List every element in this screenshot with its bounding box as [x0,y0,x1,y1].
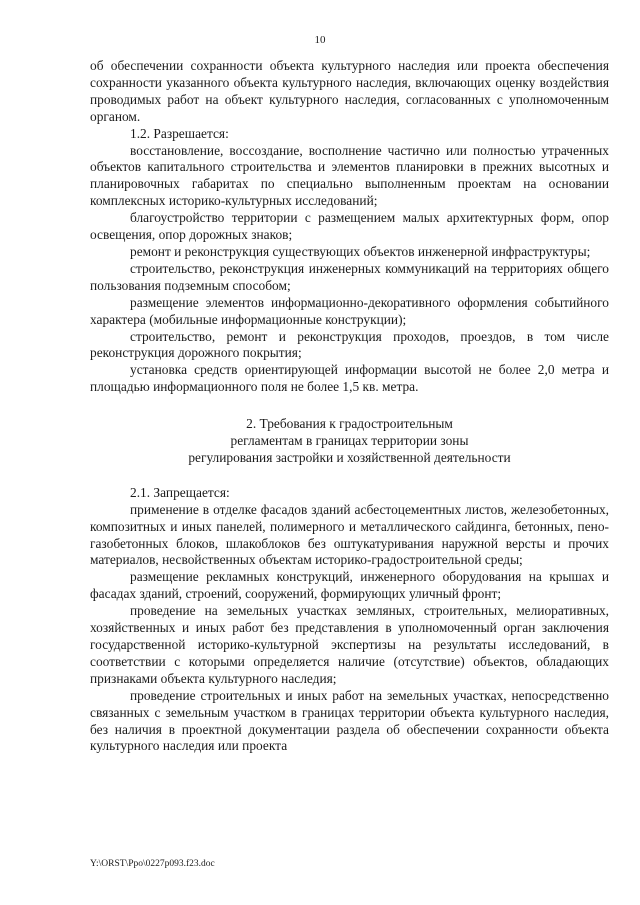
file-path-footer: Y:\ORST\Ppo\0227p093.f23.doc [90,859,215,869]
page-number: 10 [314,34,326,46]
heading-line: регулирования застройки и хозяйственной деятельности [188,449,511,465]
heading-line: 2. Требования к градостроительным [246,416,453,432]
prohibited-item: применение в отделке фасадов зданий асбестоцементных листов, железобетонных, композитных и иных панелей, полимерного и металлического сайдинга, бетонных, пено-газобетонных блоков, шлакоблоков без оштукатуривания наружной версты и прочих материалов, несвойственных объектам историко-градостроительной среды; [90,501,609,568]
allowed-item: установка средств ориентирующей информации высотой не более 2,0 метра и площадью информационного поля не более 1,5 кв. метра. [90,362,609,395]
allowed-item: строительство, ремонт и реконструкция проходов, проездов, в том числе реконструкция дорожного покрытия; [90,328,609,361]
prohibited-item: размещение рекламных конструкций, инженерного оборудования на крышах и фасадах зданий, строений, сооружений, формирующих уличный фронт; [90,569,609,602]
allowed-item: благоустройство территории с размещением малых архитектурных форм, опор освещения, опор дорожных знаков; [90,210,609,243]
section-2-heading [90,416,609,467]
prohibited-item: проведение строительных и иных работ на земельных участках, непосредственно связанных с земельным участком в границах территории объекта культурного наследия, без наличия в проектной документации раздела об обеспечении сохранности объекта культурного наследия или проекта [90,687,609,754]
allowed-title: 1.2. Разрешается: [130,125,229,141]
allowed-item: строительство, реконструкция инженерных коммуникаций на территориях общего пользования подземным способом; [90,260,609,293]
allowed-item: размещение элементов информационно-декоративного оформления событийного характера (мобильные информационные конструкции); [90,294,609,327]
allowed-item: ремонт и реконструкция существующих объектов инженерной инфраструктуры; [130,243,591,259]
continuation-paragraph: об обеспечении сохранности объекта культурного наследия или проекта обеспечения сохранности указанного объекта культурного наследия, включающих оценку воздействия проводимых работ на объект культурного наследия, согласованных с уполномоченным органом. [90,58,609,124]
document-body [90,58,609,755]
prohibited-title: 2.1. Запрещается: [130,484,230,500]
heading-line: регламентам в границах территории зоны [230,433,469,449]
allowed-item: восстановление, воссоздание, восполнение частично или полностью утраченных объектов капитального строительства и элементов планировки в прежних высотных и планировочных габаритах по специально выполненным проектам на основании комплексных историко-культурных исследований; [90,142,609,209]
prohibited-item: проведение на земельных участках земляных, строительных, мелиоративных, хозяйственных и иных работ без представления в уполномоченный орган заключения государственной историко-культурной экспертизы на результаты исследований, в соответствии с которыми определяется наличие (отсутствие) объектов, обладающих признаками объекта культурного наследия; [90,603,609,686]
